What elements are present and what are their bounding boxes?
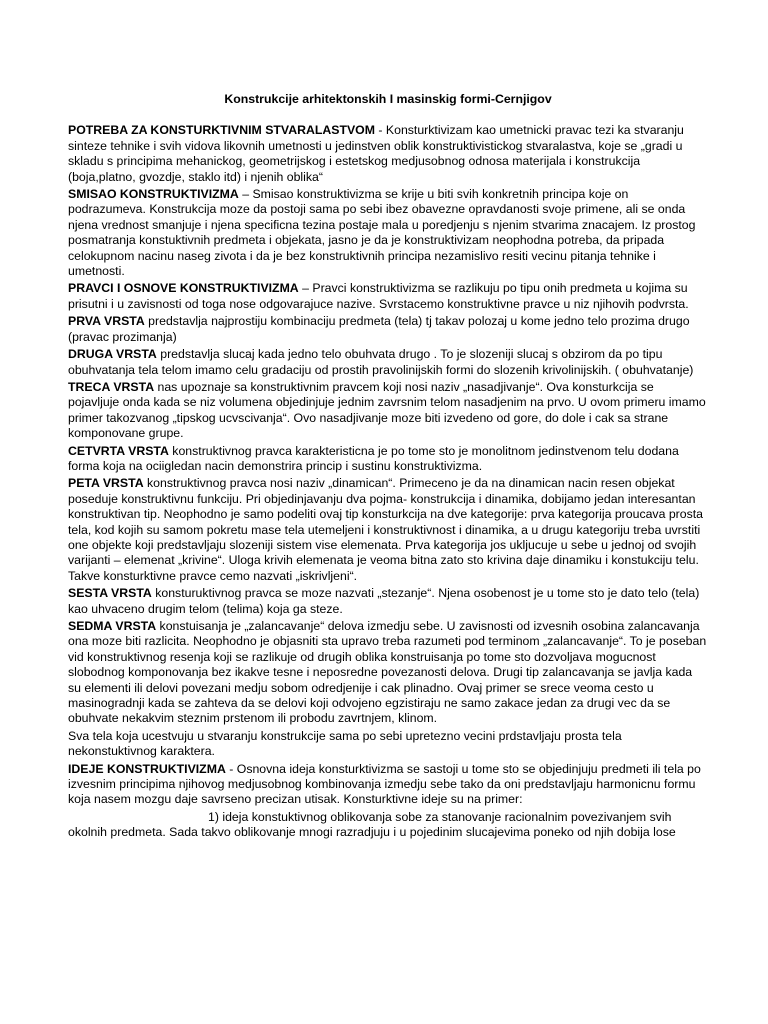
section-heading: TRECA VRSTA [68,379,155,394]
section-prva-vrsta [68,314,708,345]
section-heading: IDEJE KONSTRUKTIVIZMA [68,761,226,776]
section-smisao [68,187,708,279]
section-pravci [68,281,708,312]
section-body: - Konsturktivizam kao umetnicki pravac tezi ka stvaranju sinteze tehnike i svih vidova likovnih umetnosti u jedinstven oblik konstruktivistickog stvaralastva, koje se „gradi u skladu s principima mehanickog, geometrijskog i estetskog medjusobnog odnosa materijala i konstrukcija (boja,platno, gvozdje, staklo itd) i njenih oblika“ [68,123,684,184]
section-body: nas upoznaje sa konstruktivnim pravcem koji nosi naziv „nasadjivanje“. Ova konsturkcija se pojavljuje onda kada se niz volumena objedinjuje jednim zavrsnim telom nasadjenim na prvo. U ovom primeru imamo primer takozvanog „tipskog ucvscivanja“. Ovo nasadjivanje moze biti izvedeno od gore, do dole i cak sa strane komponovane grupe. [68,379,706,441]
document-page [68,92,708,841]
document-title: Konstrukcije arhitektonskih I masinskig formi-Cernjigov [224,92,552,106]
section-heading: PETA VRSTA [68,476,144,491]
section-heading: DRUGA VRSTA [68,347,157,362]
section-sesta-vrsta [68,586,708,617]
section-body: – Smisao konstruktivizma se krije u biti svih konkretnih principa koje on podrazumeva. Konstrukcija moze da postoji sama po sebi ibez obavezne opravdanosti svoje primene, ali se onda njena vrednost smanjuje i njena specificna tezina postaje mala u poredjenju s njenim stvarima znacajem. Iz prostog posmatranja konstuktivnih predmeta i objekata, jasno je da je konstruktivizam neophodna potreba, da pripada celokupnom nacinu naseg zivota i da je bez konstruktivnih principa nezamislivo resiti vecinu pitanja tehnike i umetnosti. [68,187,696,279]
closing-paragraph: Sva tela koja ucestvuju u stvaranju konstrukcije sama po sebi upretezno vecini prdstavljaju prosta tela nekonstuktivnog karaktera. [68,728,622,759]
list-item-continuation: okolnih predmeta. Sada takvo oblikovanje mnogi razradjuju i u pojedinim slucajevima poneko od njih dobija lose [68,825,676,840]
section-heading: PRVA VRSTA [68,314,145,329]
section-heading: SMISAO KONSTRUKTIVIZMA [68,187,239,202]
section-body: konstruktivnog pravca karakteristicna je po tome sto je monolitnom jedinstvenom telu dodana forma koja na ociigledan nacin demonstrira princip i sustinu konstruktivizma. [68,443,679,473]
section-peta-vrsta [68,476,708,584]
section-heading: SEDMA VRSTA [68,619,157,633]
section-body: konstruktivnog pravca nosi naziv „dinamican“. Primeceno je da na dinamican nacin resen objekat poseduje konstruktivnu funkciju. Pri objedinjavanju dva pojma- konstrukcija i dinamika, dobijamo jedan interesantan konstruktivan tip. Neophodno je samo podeliti ovaj tip konsturkcija na dve kategorije: prva kategorija proucava prosta tela, kod kojih su samom pokretu mase tela utemeljeni i konstruktivnost i dinamika, a u drugu kategoriju treba uvrstiti one objekte koji predstavljaju slozeniji sistem vise elemenata. Prva kategorija jos ukljucuje u sebe u jednoj od svojih varijanti – elemenat „krivine“. Uloga krivih elemenata je veoma bitna zato sto krivina daje dinamiku i konstukciju telu. Takve konsturktivne pravce cemo nazvati „iskrivljeni“. [68,476,704,583]
section-body: – Pravci konstruktivizma se razlikuju po tipu onih predmeta u kojima su prisutni i u zavisnosti od toga nose odgovarajuce nazive. Svrstacemo konstruktivne pravce u niz njihovih podvrsta. [68,281,689,311]
section-ideje [68,762,708,808]
section-treca-vrsta [68,380,708,442]
section-body: konstuisanja je „zalancavanje“ delova izmedju sebe. U zavisnosti od izvesnih osobina zalancavanja ona moze biti razlicita. Neophodno je objasniti sta upravo treba razumeti pod terminom „zalancavanje“. To je poseban vid konstruktivnog resenja koji se razlikuje od drugih oblika konstruisanja po tome sto dozvoljava mogucnost slobodnog komponovanja bez ikakve tesne i neposredne povezanosti delova. Drugi tip zalancavanja se javlja kada su elementi ili delovi povezani medju sobom odredjenije i cak plinadno. Ovaj primer se srece veoma cesto u masinogradnji kada se zahteva da se delovi koji odvojeno egzistiraju ne samo zakace jedan za drugi vec da se obuhvate nekakvim steznim prstenom ili probodu zavrtnjem, klinom. [68,619,707,726]
section-body: predstavlja najprostiju kombinaciju predmeta (tela) tj takav polozaj u kome jedno telo prozima drugo (pravac prozimanja) [68,314,690,344]
section-heading: PRAVCI I OSNOVE KONSTRUKTIVIZMA [68,281,299,296]
section-heading: POTREBA ZA KONSTURKTIVNIM STVARALASTVOM [68,123,375,138]
section-body: predstavlja slucaj kada jedno telo obuhvata drugo . To je slozeniji slucaj s obzirom da po tipu obuhvatanja tela telom imamo celu gradaciju od prostih pravolinijskih formi do slozenih krivolinijskih. ( obuhvatanje) [68,347,694,377]
section-body: konsturuktivnog pravca se moze nazvati „stezanje“. Njena osobenost je u tome sto je dato telo (tela) kao uhvaceno drugim telom (telima) koja ga steze. [68,586,700,616]
section-heading: CETVRTA VRSTA [68,443,169,458]
section-sedma-vrsta [68,619,708,727]
section-heading: SESTA VRSTA [68,586,152,601]
section-cetvrta-vrsta [68,444,708,475]
section-body: - Osnovna ideja konsturktivizma se sastoji u tome sto se objedinjuju predmeti ili tela po izvesnim principima njihovog medjusobnog kombinovanja izmedju sebe tako da oni predstavljaju harmonicnu formu koja nasem mozgu daje savrseno precizan utisak. Konsturktivne ideje su na primer: [68,761,701,807]
section-druga-vrsta [68,347,708,378]
list-item-start: 1) ideja konstuktivnog oblikovanja sobe za stanovanje racionalnim povezivanjem svih [208,809,672,824]
section-potreba [68,123,708,185]
